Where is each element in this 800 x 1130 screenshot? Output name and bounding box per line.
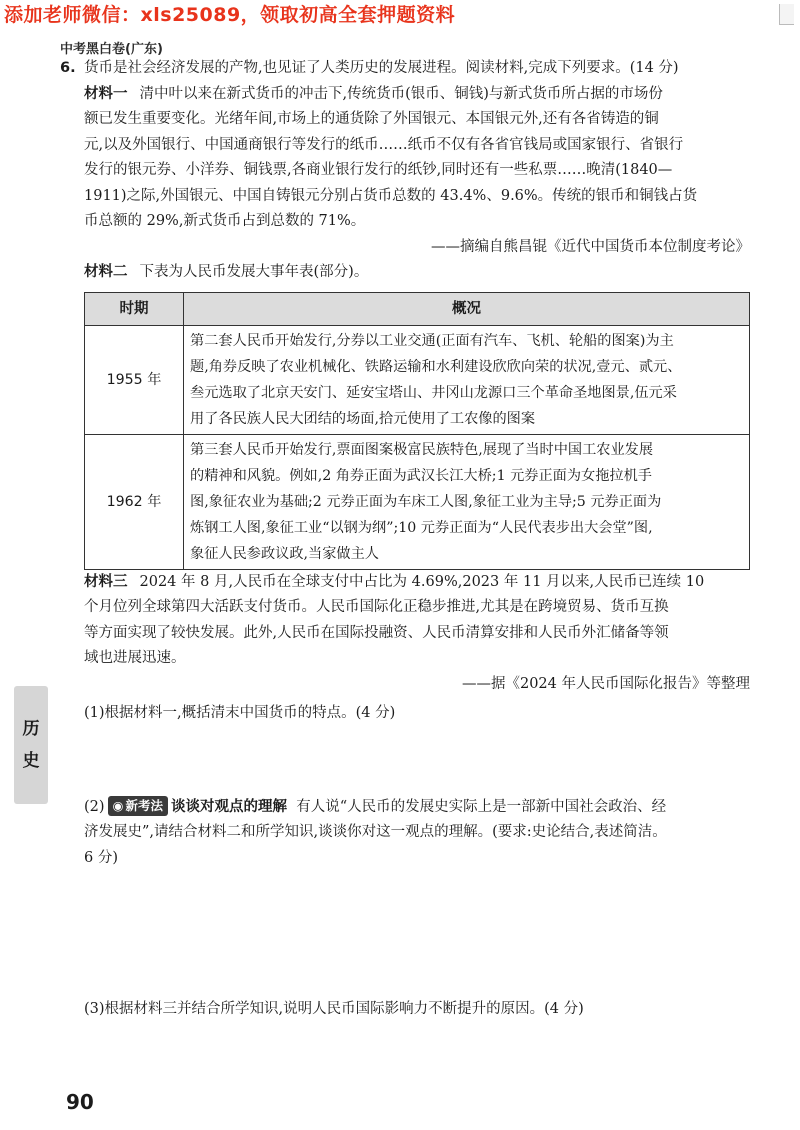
lightbulb-icon: ◉ [112, 797, 124, 813]
history-table [84, 292, 750, 570]
table-row [85, 434, 750, 569]
material-2-intro-line: 材料二 下表为人民币发展大事年表(部分)。 [84, 264, 369, 280]
page-number: 90 [66, 1090, 94, 1114]
header-period: 时期 [85, 292, 184, 325]
material-2 [60, 260, 750, 570]
table-header-row [85, 292, 750, 325]
page-corner-icon [779, 4, 794, 25]
question-stem: 货币是社会经济发展的产物,也见证了人类历史的发展进程。阅读材料,完成下列要求。(14 分) [84, 60, 679, 76]
material-3 [60, 570, 750, 698]
material-1-line: 元,以及外国银行、中国通商银行等发行的纸币……纸币不仅有各省官钱局或国家银行、省银行 [84, 136, 684, 153]
subject-side-tab: 历 史 [14, 686, 48, 804]
sub-question-3: (3)根据材料三并结合所学知识,说明人民币国际影响力不断提升的原因。(4 分) [84, 1001, 584, 1017]
material-3-line: 材料三 2024 年 8 月,人民币在全球支付中占比为 4.69%,2023 年 11 月以来,人民币已连续 10 [84, 573, 705, 590]
material-3-label: 材料三 [84, 573, 128, 590]
material-1-label: 材料一 [84, 85, 128, 102]
sub-question-1: (1)根据材料一,概括清末中国货币的特点。(4 分) [84, 705, 396, 721]
sub-question-2-bold: 谈谈对观点的理解 [170, 798, 287, 815]
question-number: 6. [60, 60, 76, 76]
material-1-line: 币总额的 29%,新式货币占到总数的 71%。 [84, 213, 366, 229]
material-3-line: 等方面实现了较快发展。此外,人民币在国际投融资、人民币清算安排和人民币外汇储备等领 [84, 624, 669, 641]
row-description: 第三套人民币开始发行,票面图案极富民族特色,展现了当时中国工农业发展 的精神和风貌。例如,2 角券正面为武汉长江大桥;1 元券正面为女拖拉机手 图,象征农业为基础;2 元券正面为车床工人图,象征工业为主导;5 元券正面为 炼钢工人图,象征工业“以钢为纲”;10 元券正面为“人民代表步出大会堂”图, 象征人民参政议政,当家做主人 [184, 434, 750, 569]
material-1-line: 额已发生重要变化。光绪年间,市场上的通货除了外国银元、本国银元外,还有各省铸造的铜 [84, 111, 659, 127]
header-overview: 概况 [184, 292, 750, 325]
question-block [60, 56, 750, 1023]
promo-banner: 添加老师微信：xls25089，领取初高全套押题资料 [4, 4, 456, 26]
material-3-line: 域也进展迅速。 [84, 650, 186, 666]
material-1-source: ——摘编自熊昌锟《近代中国货币本位制度考论》 [431, 238, 750, 255]
new-method-badge: ◉ 新考法 [108, 796, 168, 816]
material-2-label: 材料二 [84, 264, 128, 280]
row-description: 第二套人民币开始发行,分券以工业交通(正面有汽车、飞机、轮船的图案)为主 题,角券反映了农业机械化、铁路运输和水利建设欣欣向荣的状况,壹元、贰元、 叁元选取了北京天安门、延安宝塔山、井冈山龙源口三个革命圣地图景,伍元采 用了各民族人民大团结的场面,拾元使用了工农像的图案 [184, 325, 750, 434]
row-period: 1962 年 [85, 434, 184, 569]
row-period: 1955 年 [85, 325, 184, 434]
material-1-line: 发行的银元券、小洋券、铜钱票,各商业银行发行的纸钞,同时还有一些私票……晚清(1840— [84, 162, 673, 178]
question-stem-line [60, 56, 750, 82]
material-3-line: 个月位列全球第四大活跃支付货币。人民币国际化正稳步推进,尤其是在跨境贸易、货币互换 [84, 599, 669, 615]
sub-question-2: (2) ◉ 新考法 谈谈对观点的理解 有人说“人民币的发展史实际上是一部新中国社会政治、经 济发展史”,请结合材料二和所学知识,谈谈你对这一观点的理解。(要求:史论结合,表述简洁。 6 分) [84, 797, 667, 866]
material-1 [60, 82, 750, 261]
material-1-line: 材料一 清中叶以来在新式货币的冲击下,传统货币(银币、铜钱)与新式货币所占据的市场份 [84, 85, 663, 102]
table-row [85, 325, 750, 434]
running-head: 中考黑白卷(广东) [60, 42, 163, 57]
material-1-line: 1911)之际,外国银元、中国自铸银元分别占货币总数的 43.4%、9.6%。传统的银币和铜钱占货 [84, 187, 698, 204]
material-3-source: ——据《2024 年人民币国际化报告》等整理 [461, 675, 750, 692]
